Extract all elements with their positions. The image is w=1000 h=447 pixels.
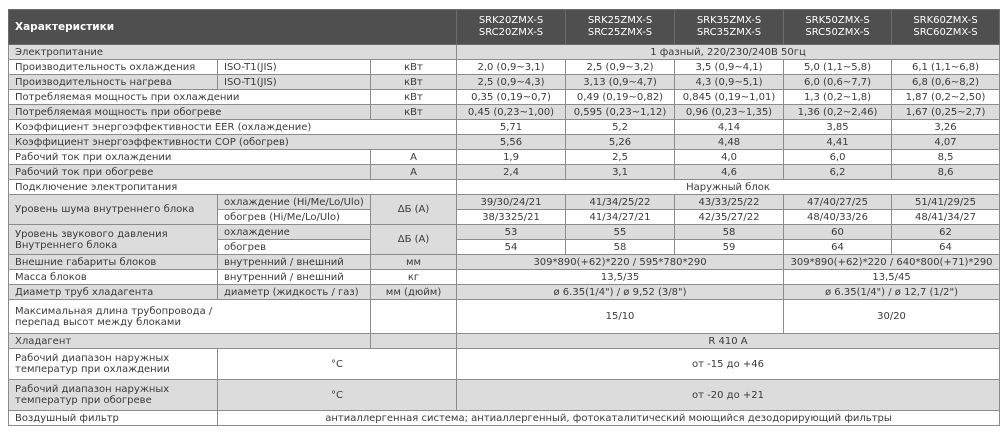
- row-pipe-diameter: Диаметр труб хладагента диаметр (жидкость / газ) мм (дюйм) ø 6.35(1/4") / ø 9,52 (3/8") ø 6.35(1/4") / ø 12,7 (1/2"): [9, 285, 1000, 300]
- row-sound-cool: Уровень звукового давления Внутреннего блока охлаждение ΔБ (А) 53 55 58 60 62: [9, 225, 1000, 240]
- row-range-heat: Рабочий диапазон наружных температур при обогреве °C от -20 до +21: [9, 380, 1000, 411]
- row-noise-cool: Уровень шума внутреннего блока охлаждение (Hi/Me/Lo/Ulo) ΔБ (А) 39/30/24/21 41/34/25/22 43/33/25/22 47/40/27/25 51/41/29/25: [9, 195, 1000, 210]
- model-4: SRK50ZMX-S SRC50ZMX-S: [784, 10, 892, 45]
- row-pipe-length: Максимальная длина трубопровода / перепад высот между блоками 15/10 30/20: [9, 300, 1000, 334]
- row-dimensions: Внешние габариты блоков внутренний / внешний мм 309*890(+62)*220 / 595*780*290 309*890(+62)*220 / 640*800(+71)*290: [9, 255, 1000, 270]
- row-refrigerant: Хладагент R 410 A: [9, 334, 1000, 349]
- spec-table: [8, 9, 1000, 426]
- header-label: Характеристики: [9, 10, 457, 45]
- model-5: SRK60ZMX-S SRC60ZMX-S: [892, 10, 1000, 45]
- row-cool-power: Потребляемая мощность при охлаждении кВт 0,35 (0,19~0,7) 0,49 (0,19~0,82) 0,845 (0,19~1,01) 1,3 (0,2~1,8) 1,87 (0,2~2,50): [9, 90, 1000, 105]
- row-connection: Подключение электропитания Наружный блок: [9, 180, 1000, 195]
- row-range-cool: Рабочий диапазон наружных температур при охлаждении °C от -15 до +46: [9, 349, 1000, 380]
- row-cool-current: Рабочий ток при охлаждении А 1,9 2,5 4,0 6,0 8,5: [9, 150, 1000, 165]
- model-3: SRK35ZMX-S SRC35ZMX-S: [675, 10, 784, 45]
- row-noise-heat: обогрев (Hi/Me/Lo/Ulo) 38/3325/21 41/34/27/21 42/35/27/22 48/40/33/26 48/41/34/27: [9, 210, 1000, 225]
- row-heat-power: Потребляемая мощность при обогреве кВт 0,45 (0,23~1,00) 0,595 (0,23~1,12) 0,96 (0,23~1,35) 1,36 (0,2~2,46) 1,67 (0,25~2,7): [9, 105, 1000, 120]
- row-mass: Масса блоков внутренний / внешний кг 13,5/35 13,5/45: [9, 270, 1000, 285]
- row-eer: Коэффициент энергоэффективности EER (охлаждение) 5,71 5,2 4,14 3,85 3,26: [9, 120, 1000, 135]
- header-row: [9, 10, 1000, 45]
- model-1: SRK20ZMX-S SRC20ZMX-S: [457, 10, 566, 45]
- row-heat-current: Рабочий ток при обогреве А 2,4 3,1 4,6 6,2 8,6: [9, 165, 1000, 180]
- row-filter: Воздушный фильтр антиаллергенная система; антиаллергенный, фотокаталитический моющийся дезодорирующий фильтры: [9, 411, 1000, 426]
- row-sound-heat: обогрев 54 58 59 64 64: [9, 240, 1000, 255]
- model-2: SRK25ZMX-S SRC25ZMX-S: [566, 10, 675, 45]
- row-cop: Коэффициент энергоэффективности COP (обогрев) 5,56 5,26 4,48 4,41 4,07: [9, 135, 1000, 150]
- row-power: Электропитание 1 фазный, 220/230/240В 50гц: [9, 45, 1000, 60]
- row-cool-capacity: Производительность охлаждения ISO-T1(JIS) кВт 2,0 (0,9~3,1) 2,5 (0,9~3,2) 3,5 (0,9~4,1) 5,0 (1,1~5,8) 6,1 (1,1~6,8): [9, 60, 1000, 75]
- row-heat-capacity: Производительность нагрева ISO-T1(JIS) кВт 2,5 (0,9~4,3) 3,13 (0,9~4,7) 4,3 (0,9~5,1) 6,0 (0,6~7,7) 6,8 (0,6~8,2): [9, 75, 1000, 90]
